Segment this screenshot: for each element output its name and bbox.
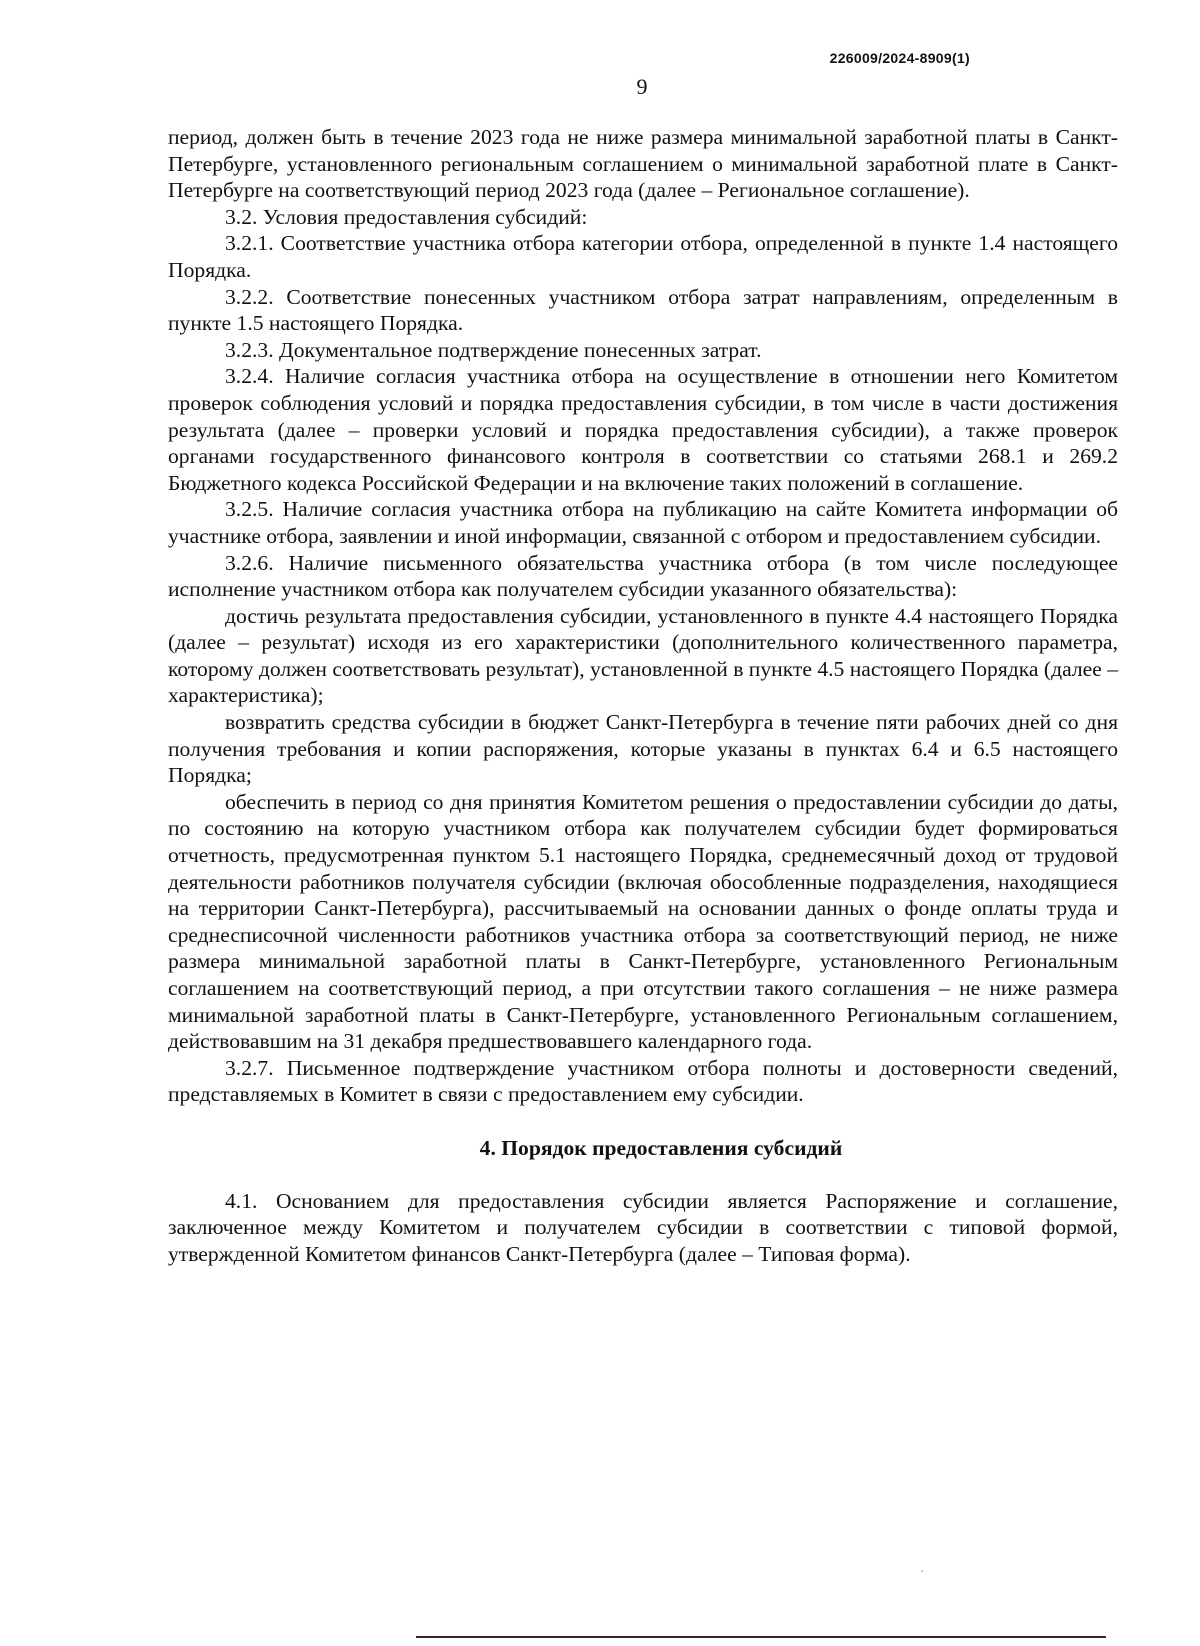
section-heading: 4. Порядок предоставления субсидий [479, 1135, 843, 1160]
clause-3-2-1: 3.2.1. Соответствие участника отбора категории отбора, определенной в пункте 1.4 настоящего Порядка. [168, 231, 1118, 282]
clause-4-1: 4.1. Основанием для предоставления субсидии является Распоряжение и соглашение, заключенное между Комитетом и получателем субсидии в соответствии с типовой формой, утвержденной Комитетом финансов Санкт-Петербурга (далее – Типовая форма). [168, 1188, 1118, 1266]
document-body [168, 124, 1118, 1267]
page-number: 9 [636, 74, 648, 99]
obligation-salary-level: обеспечить в период со дня принятия Комитетом решения о предоставлении субсидии до даты, по состоянию на которую участником отбора как получателем субсидии будет формироваться отчетность, предусмотренная пунктом 5.1 настоящего Порядка, среднемесячный доход от трудовой деятельности работников получателя субсидии (включая обособленные подразделения, находящиеся на территории Санкт-Петербурга), рассчитываемый на основании данных о фонде оплаты труда и среднесписочной численности работников участника отбора за соответствующий период, не ниже размера минимальной заработной платы в Санкт-Петербурге, установленного Региональным соглашением на соответствующий период, а при отсутствии такого соглашения – не ниже размера минимальной заработной платы в Санкт-Петербурге, установленного Региональным соглашением, действовавшим на 31 декабря предшествовавшего календарного года. [168, 789, 1118, 1054]
scan-edge-line [416, 1636, 1106, 1638]
clause-3-2-3: 3.2.3. Документальное подтверждение понесенных затрат. [225, 337, 762, 362]
clause-3-2-4: 3.2.4. Наличие согласия участника отбора на осуществление в отношении него Комитетом проверок соблюдения условий и порядка предоставления субсидии, в том числе в части достижения результата (далее – проверки условий и порядка предоставления субсидии), а также проверок органами государственного финансового контроля в соответствии со статьями 268.1 и 269.2 Бюджетного кодекса Российской Федерации и на включение таких положений в соглашение. [168, 364, 1118, 495]
clause-3-2-7: 3.2.7. Письменное подтверждение участником отбора полноты и достоверности сведений, представляемых в Комитет в связи с предоставлением ему субсидии. [168, 1055, 1118, 1107]
clause-3-2-6: 3.2.6. Наличие письменного обязательства участника отбора (в том числе последующее исполнение участником отбора как получателем субсидии указанного обязательства): [168, 550, 1118, 602]
obligation-achieve-result: достичь результата предоставления субсидии, установленного в пункте 4.4 настоящего Порядка (далее – результат) исходя из его характеристики (дополнительного количественного параметра, которому должен соответствовать результат), установленной в пункте 4.5 настоящего Порядка (далее – характеристика); [168, 603, 1118, 708]
paragraph-continuation: период, должен быть в течение 2023 года не ниже размера минимальной заработной платы в Санкт-Петербурге, установленного региональным соглашением о минимальной заработной плате в Санкт-Петербурге на соответствующий период 2023 года (далее – Региональное соглашение). [168, 125, 1118, 203]
obligation-return-funds: возвратить средства субсидии в бюджет Санкт-Петербурга в течение пяти рабочих дней со дня получения требования и копии распоряжения, которые указаны в пунктах 6.4 и 6.5 настоящего Порядка; [168, 710, 1118, 788]
clause-3-2: 3.2. Условия предоставления субсидий: [225, 204, 588, 229]
scan-speck [921, 1570, 923, 1572]
document-registration-number: 226009/2024-8909(1) [829, 50, 970, 66]
clause-3-2-2: 3.2.2. Соответствие понесенных участником отбора затрат направлениям, определенным в пункте 1.5 настоящего Порядка. [168, 284, 1118, 336]
clause-3-2-5: 3.2.5. Наличие согласия участника отбора на публикацию на сайте Комитета информации об участнике отбора, заявлении и иной информации, связанной с отбором и предоставлением субсидии. [168, 497, 1118, 548]
